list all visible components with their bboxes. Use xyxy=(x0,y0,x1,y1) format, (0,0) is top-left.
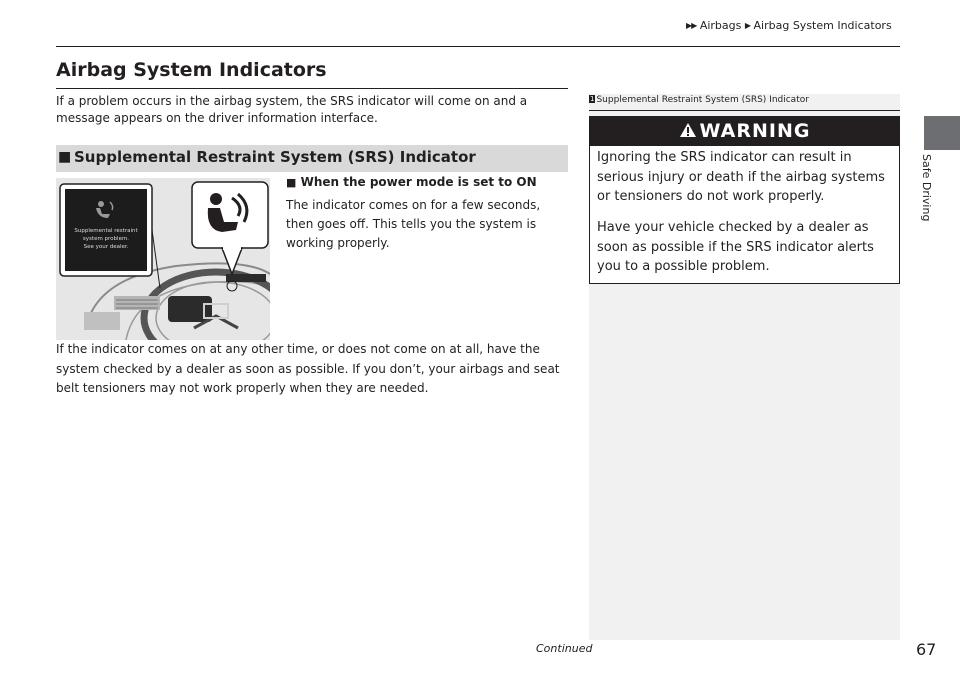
body-paragraph: If the indicator comes on at any other time, or does not come on at all, have the system checked by a dealer as soon as possible. If you don’t, your airbags and seat belt tensioners may not work properly when they are needed. xyxy=(56,342,560,395)
warning-text-2: Have your vehicle checked by a dealer as soon as possible if the SRS indicator alerts you to a possible problem. xyxy=(597,220,874,274)
power-mode-heading xyxy=(286,175,537,189)
power-mode-text: The indicator comes on for a few seconds, then goes off. This tells you the system is working properly. xyxy=(286,198,541,250)
warning-header xyxy=(589,116,900,146)
breadcrumb-arrow-icon: ▶▶ xyxy=(686,21,697,30)
screen-line-2: system problem. xyxy=(82,236,130,242)
section-square-icon: ■ xyxy=(58,149,72,165)
warning-label: WARNING xyxy=(699,120,811,142)
intro-text: If a problem occurs in the airbag system, the SRS indicator will come on and a message appears on the driver information interface. xyxy=(56,94,528,125)
section-heading: Supplemental Restraint System (SRS) Indicator xyxy=(74,148,476,166)
chapter-tab[interactable] xyxy=(924,116,960,150)
note-divider xyxy=(589,110,900,111)
chapter-tab-label[interactable] xyxy=(920,154,946,234)
srs-indicator-illustration xyxy=(56,178,270,340)
breadcrumb-item-airbags[interactable]: Airbags xyxy=(699,19,742,32)
breadcrumb xyxy=(686,19,892,32)
page-title: Airbag System Indicators xyxy=(56,59,327,81)
screen-line-1: Supplemental restraint xyxy=(74,228,138,234)
note-title xyxy=(589,95,809,105)
breadcrumb-item-current[interactable]: Airbag System Indicators xyxy=(753,19,892,32)
title-divider xyxy=(56,88,568,89)
header-divider xyxy=(56,46,900,47)
warning-triangle-icon xyxy=(679,122,697,138)
breadcrumb-arrow-icon: ▶ xyxy=(744,21,751,30)
screen-line-3: See your dealer. xyxy=(83,244,129,250)
page-number: 67 xyxy=(916,640,937,659)
section-heading-bar xyxy=(56,145,568,172)
note-ref-badge: 1 xyxy=(590,95,595,103)
subheading-square-icon: ■ xyxy=(286,176,297,189)
warning-text-1: Ignoring the SRS indicator can result in serious injury or death if the airbag systems or tensioners do not work properly. xyxy=(597,150,885,204)
chapter-tab-text: Safe Driving xyxy=(920,154,933,222)
note-title-text: Supplemental Restraint System (SRS) Indicator xyxy=(596,95,809,105)
power-mode-heading-text: When the power mode is set to ON xyxy=(300,175,537,189)
continued-label: Continued xyxy=(536,642,593,655)
